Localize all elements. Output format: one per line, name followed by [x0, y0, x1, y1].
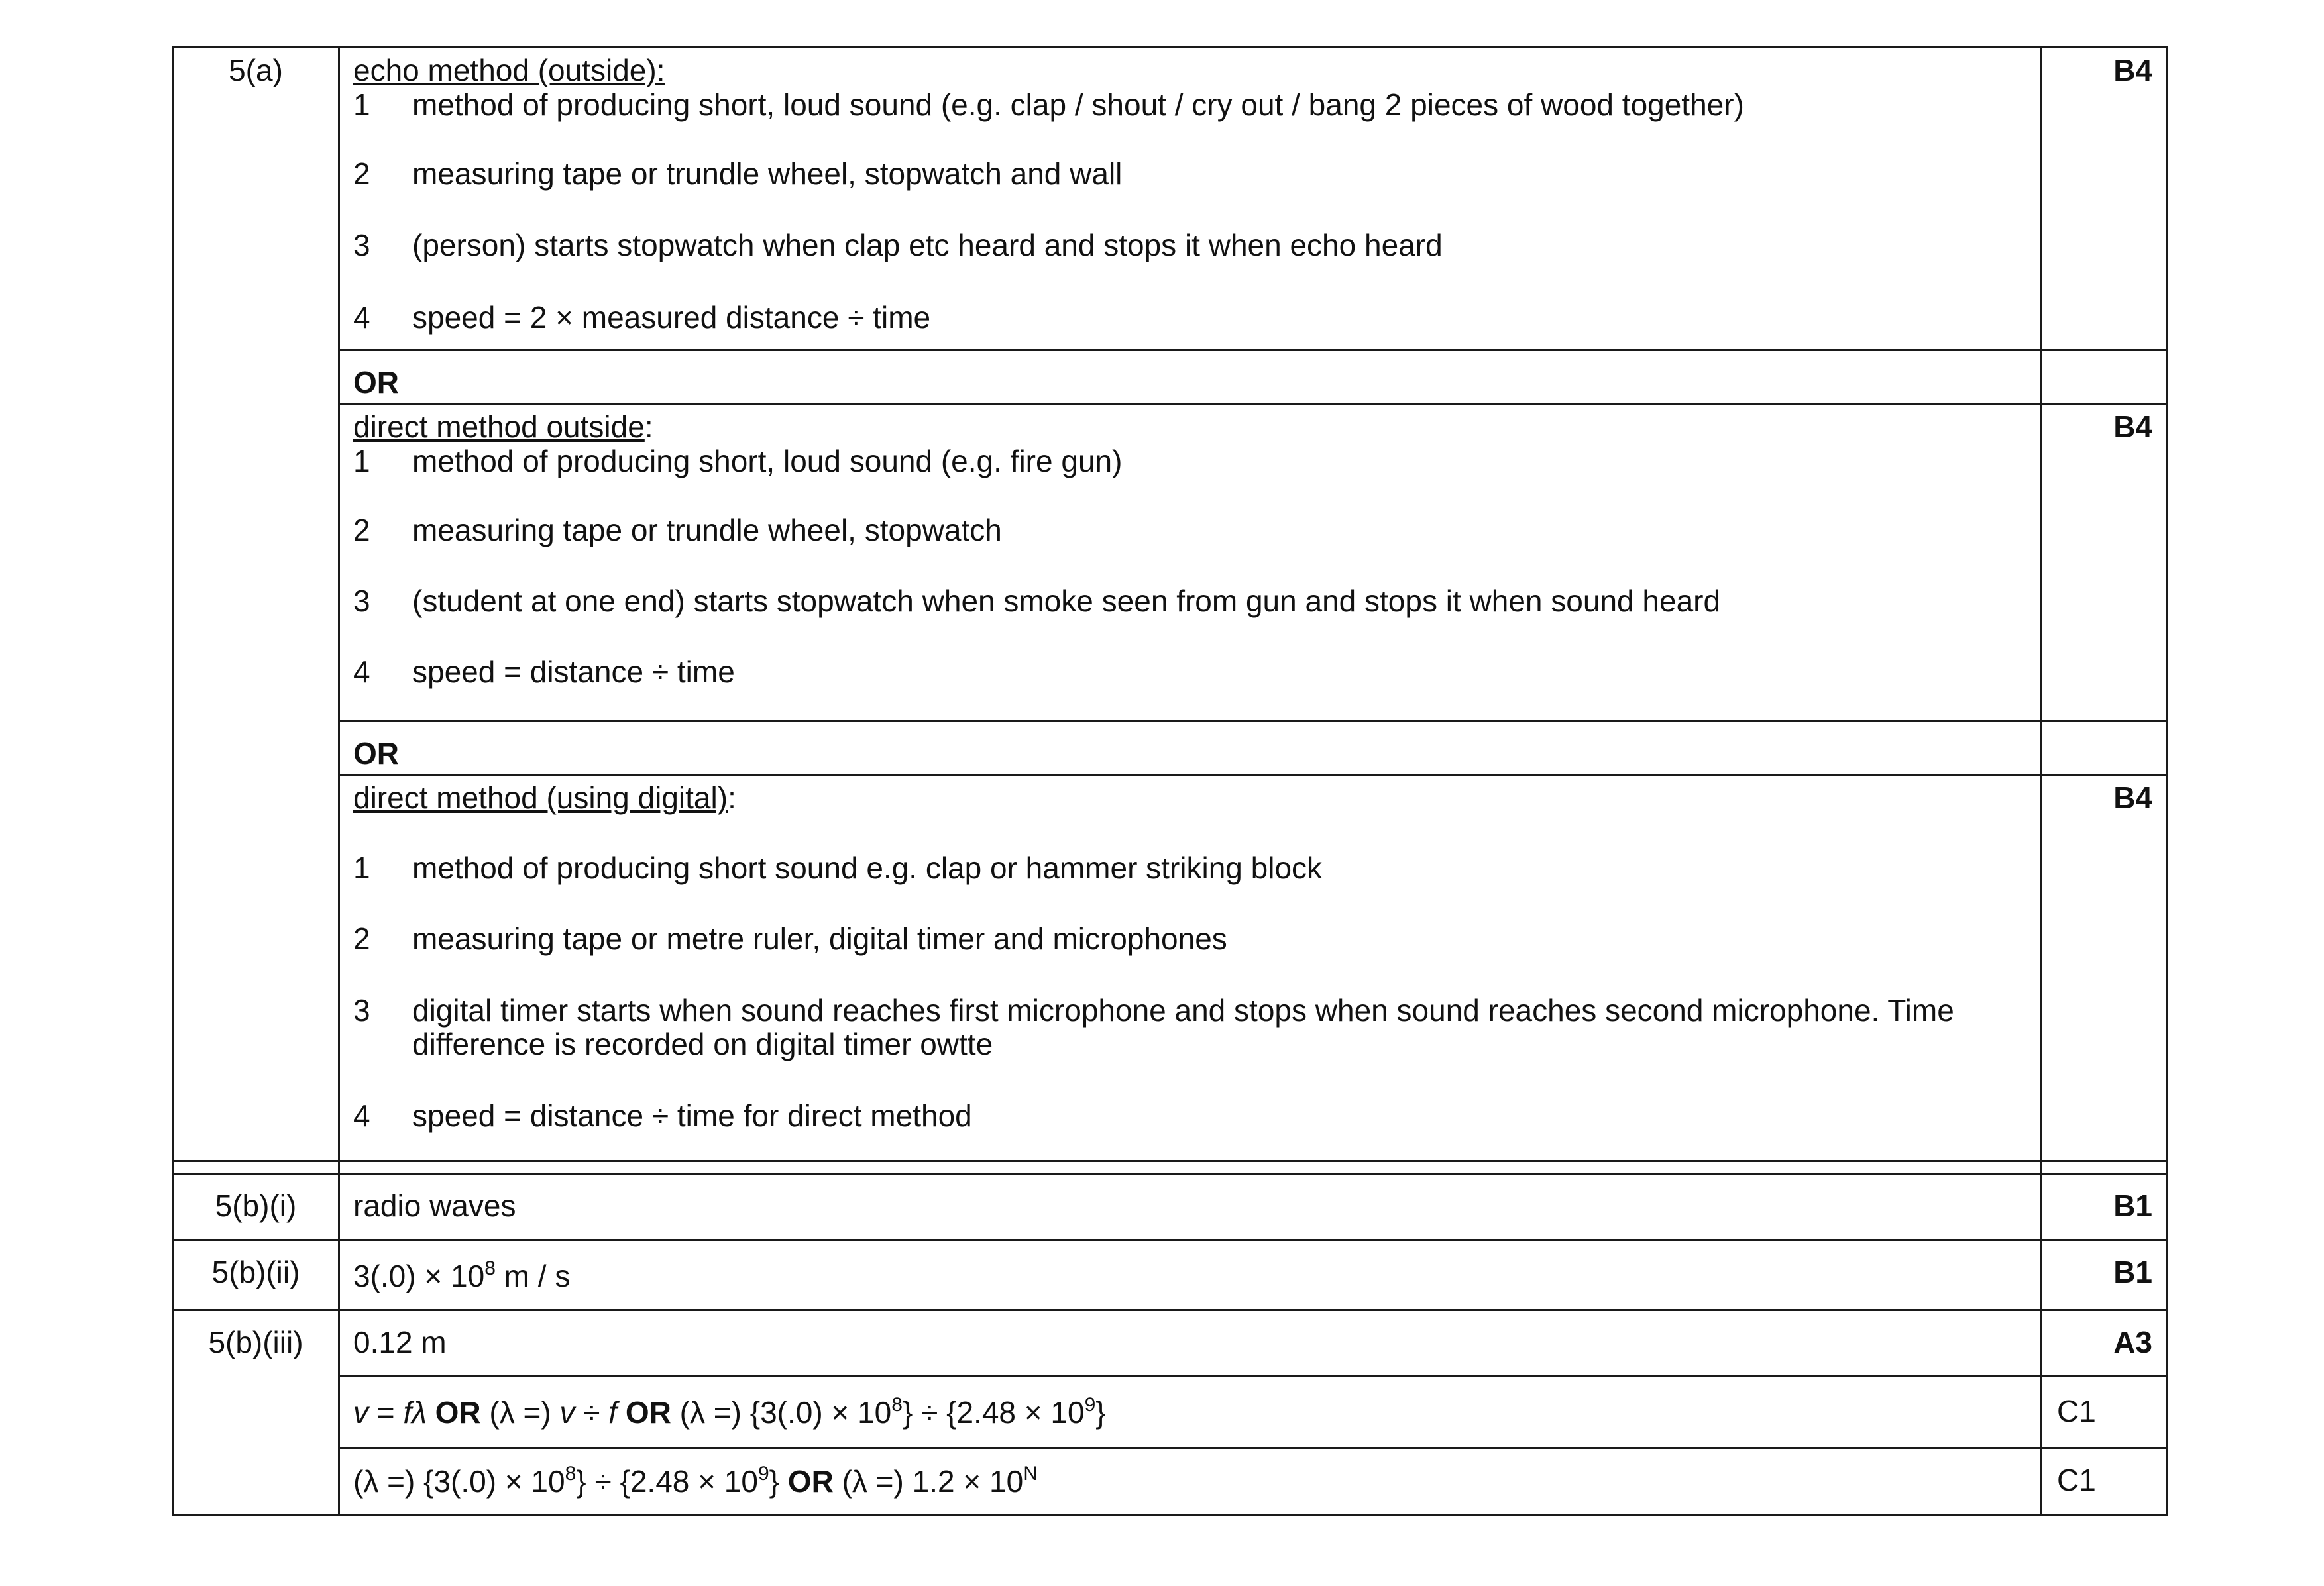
answer-cell [339, 48, 2042, 350]
row-5b-iii-working-2 [173, 1448, 2167, 1516]
method-heading: echo method (outside): [353, 53, 665, 87]
answer-cell [339, 1174, 2042, 1240]
list-item: 2 measuring tape or trundle wheel, stopwatch and wall [353, 156, 1123, 191]
row-5b-i [173, 1174, 2167, 1240]
or-separator: OR [353, 365, 399, 399]
row-5b-iii-working-1 [173, 1377, 2167, 1448]
question-number-cell [173, 1240, 339, 1310]
row-echo-method [173, 48, 2167, 350]
answer-text: radio waves [353, 1189, 516, 1223]
question-number-cell [173, 1174, 339, 1240]
mark-value: B1 [2113, 1189, 2152, 1223]
method-heading: direct method outside [353, 409, 645, 444]
list-item: 1 method of producing short sound e.g. clap or hammer striking block [353, 850, 1323, 885]
working-line: (λ =) $\{3(.0) \times 10^8\} \div \{2.48 \times 10^9\}$ OR (λ =) $1.2 \times 10^N$ [353, 1463, 1038, 1499]
mark-scheme-table [172, 46, 2168, 1516]
answer-cell: direct method (using digital): 1 method of producing short sound e.g. clap or hammer striking block 2 measuring tape or metre ruler, digital timer and microphones 3 digital timer starts when sound reaches first microphone and stops when sound reaches second microphone. Time difference is recorded on digital timer owtte 4 speed = distance ÷ time for direct method [339, 775, 2042, 1161]
list-item: 2 measuring tape or trundle wheel, stopwatch [353, 513, 1002, 548]
mark-value: B4 [2113, 409, 2152, 444]
mark-cell [2042, 1240, 2167, 1310]
mark-cell [2042, 1377, 2167, 1448]
list-item: 1 method of producing short, loud sound (e.g. fire gun) [353, 443, 1123, 478]
row-5b-ii [173, 1240, 2167, 1310]
mark-cell [2042, 350, 2167, 404]
list-item: 4 speed = distance ÷ time for direct method [353, 1098, 972, 1133]
row-digital-method [173, 775, 2167, 1161]
mark-cell [2042, 1310, 2167, 1377]
question-label: 5(b)(iii) [208, 1325, 304, 1359]
mark-value: C1 [2057, 1394, 2096, 1428]
answer-text: $3(.0) \times 10^8$ m / s [353, 1257, 571, 1293]
row-or [173, 721, 2167, 775]
row-or [173, 350, 2167, 404]
row-5b-iii [173, 1310, 2167, 1377]
answer-cell [339, 721, 2042, 775]
or-separator: OR [353, 736, 399, 770]
mark-value: B4 [2113, 780, 2152, 815]
answer-text: 0.12 m [353, 1325, 447, 1359]
list-item: 3 (student at one end) starts stopwatch when smoke seen from gun and stops it when sound heard [353, 583, 1721, 618]
question-label: 5(a) [229, 53, 283, 87]
mark-cell [2042, 1174, 2167, 1240]
mark-value: B1 [2113, 1255, 2152, 1289]
answer-cell [339, 350, 2042, 404]
mark-cell [2042, 721, 2167, 775]
mark-value: B4 [2113, 53, 2152, 87]
method-heading: direct method (using digital) [353, 780, 728, 815]
list-item: 2 measuring tape or metre ruler, digital timer and microphones [353, 922, 1227, 957]
mark-value: A3 [2113, 1325, 2152, 1359]
answer-cell: direct method outside: 1 method of producing short, loud sound (e.g. fire gun) 2 measuring tape or trundle wheel, stopwatch 3 (student at one end) starts stopwatch when smoke seen from gun and stops it when sound heard 4 speed = distance ÷ time [339, 404, 2042, 721]
mark-cell [2042, 775, 2167, 1161]
answer-cell [339, 1240, 2042, 1310]
row-divider [173, 1161, 2167, 1174]
answer-cell [339, 1310, 2042, 1377]
mark-cell [2042, 48, 2167, 350]
working-line: v = fλ OR (λ =) v ÷ f OR (λ =) $\{3(.0) \times 10^8\} \div \{2.48 \times 10^9\}$ [353, 1394, 1106, 1430]
list-item: 4 speed = 2 × measured distance ÷ time [353, 300, 931, 335]
list-item: 1 method of producing short, loud sound (e.g. clap / shout / cry out / bang 2 pieces of wood together) [353, 87, 1744, 122]
question-label: 5(b)(i) [215, 1189, 297, 1223]
answer-cell [339, 1448, 2042, 1516]
list-item: 3 digital timer starts when sound reaches first microphone and stops when sound reaches second microphone. Time difference is recorded on digital timer owtte [353, 992, 1954, 1062]
row-direct-method [173, 404, 2167, 721]
question-number-cell [173, 48, 339, 1161]
mark-cell [2042, 1448, 2167, 1516]
question-number-cell [173, 1310, 339, 1516]
question-label: 5(b)(ii) [211, 1255, 300, 1289]
list-item: 4 speed = distance ÷ time [353, 655, 735, 690]
mark-value: C1 [2057, 1463, 2096, 1497]
answer-cell [339, 1377, 2042, 1448]
list-item: 3 (person) starts stopwatch when clap etc heard and stops it when echo heard [353, 227, 1443, 262]
mark-cell [2042, 404, 2167, 721]
